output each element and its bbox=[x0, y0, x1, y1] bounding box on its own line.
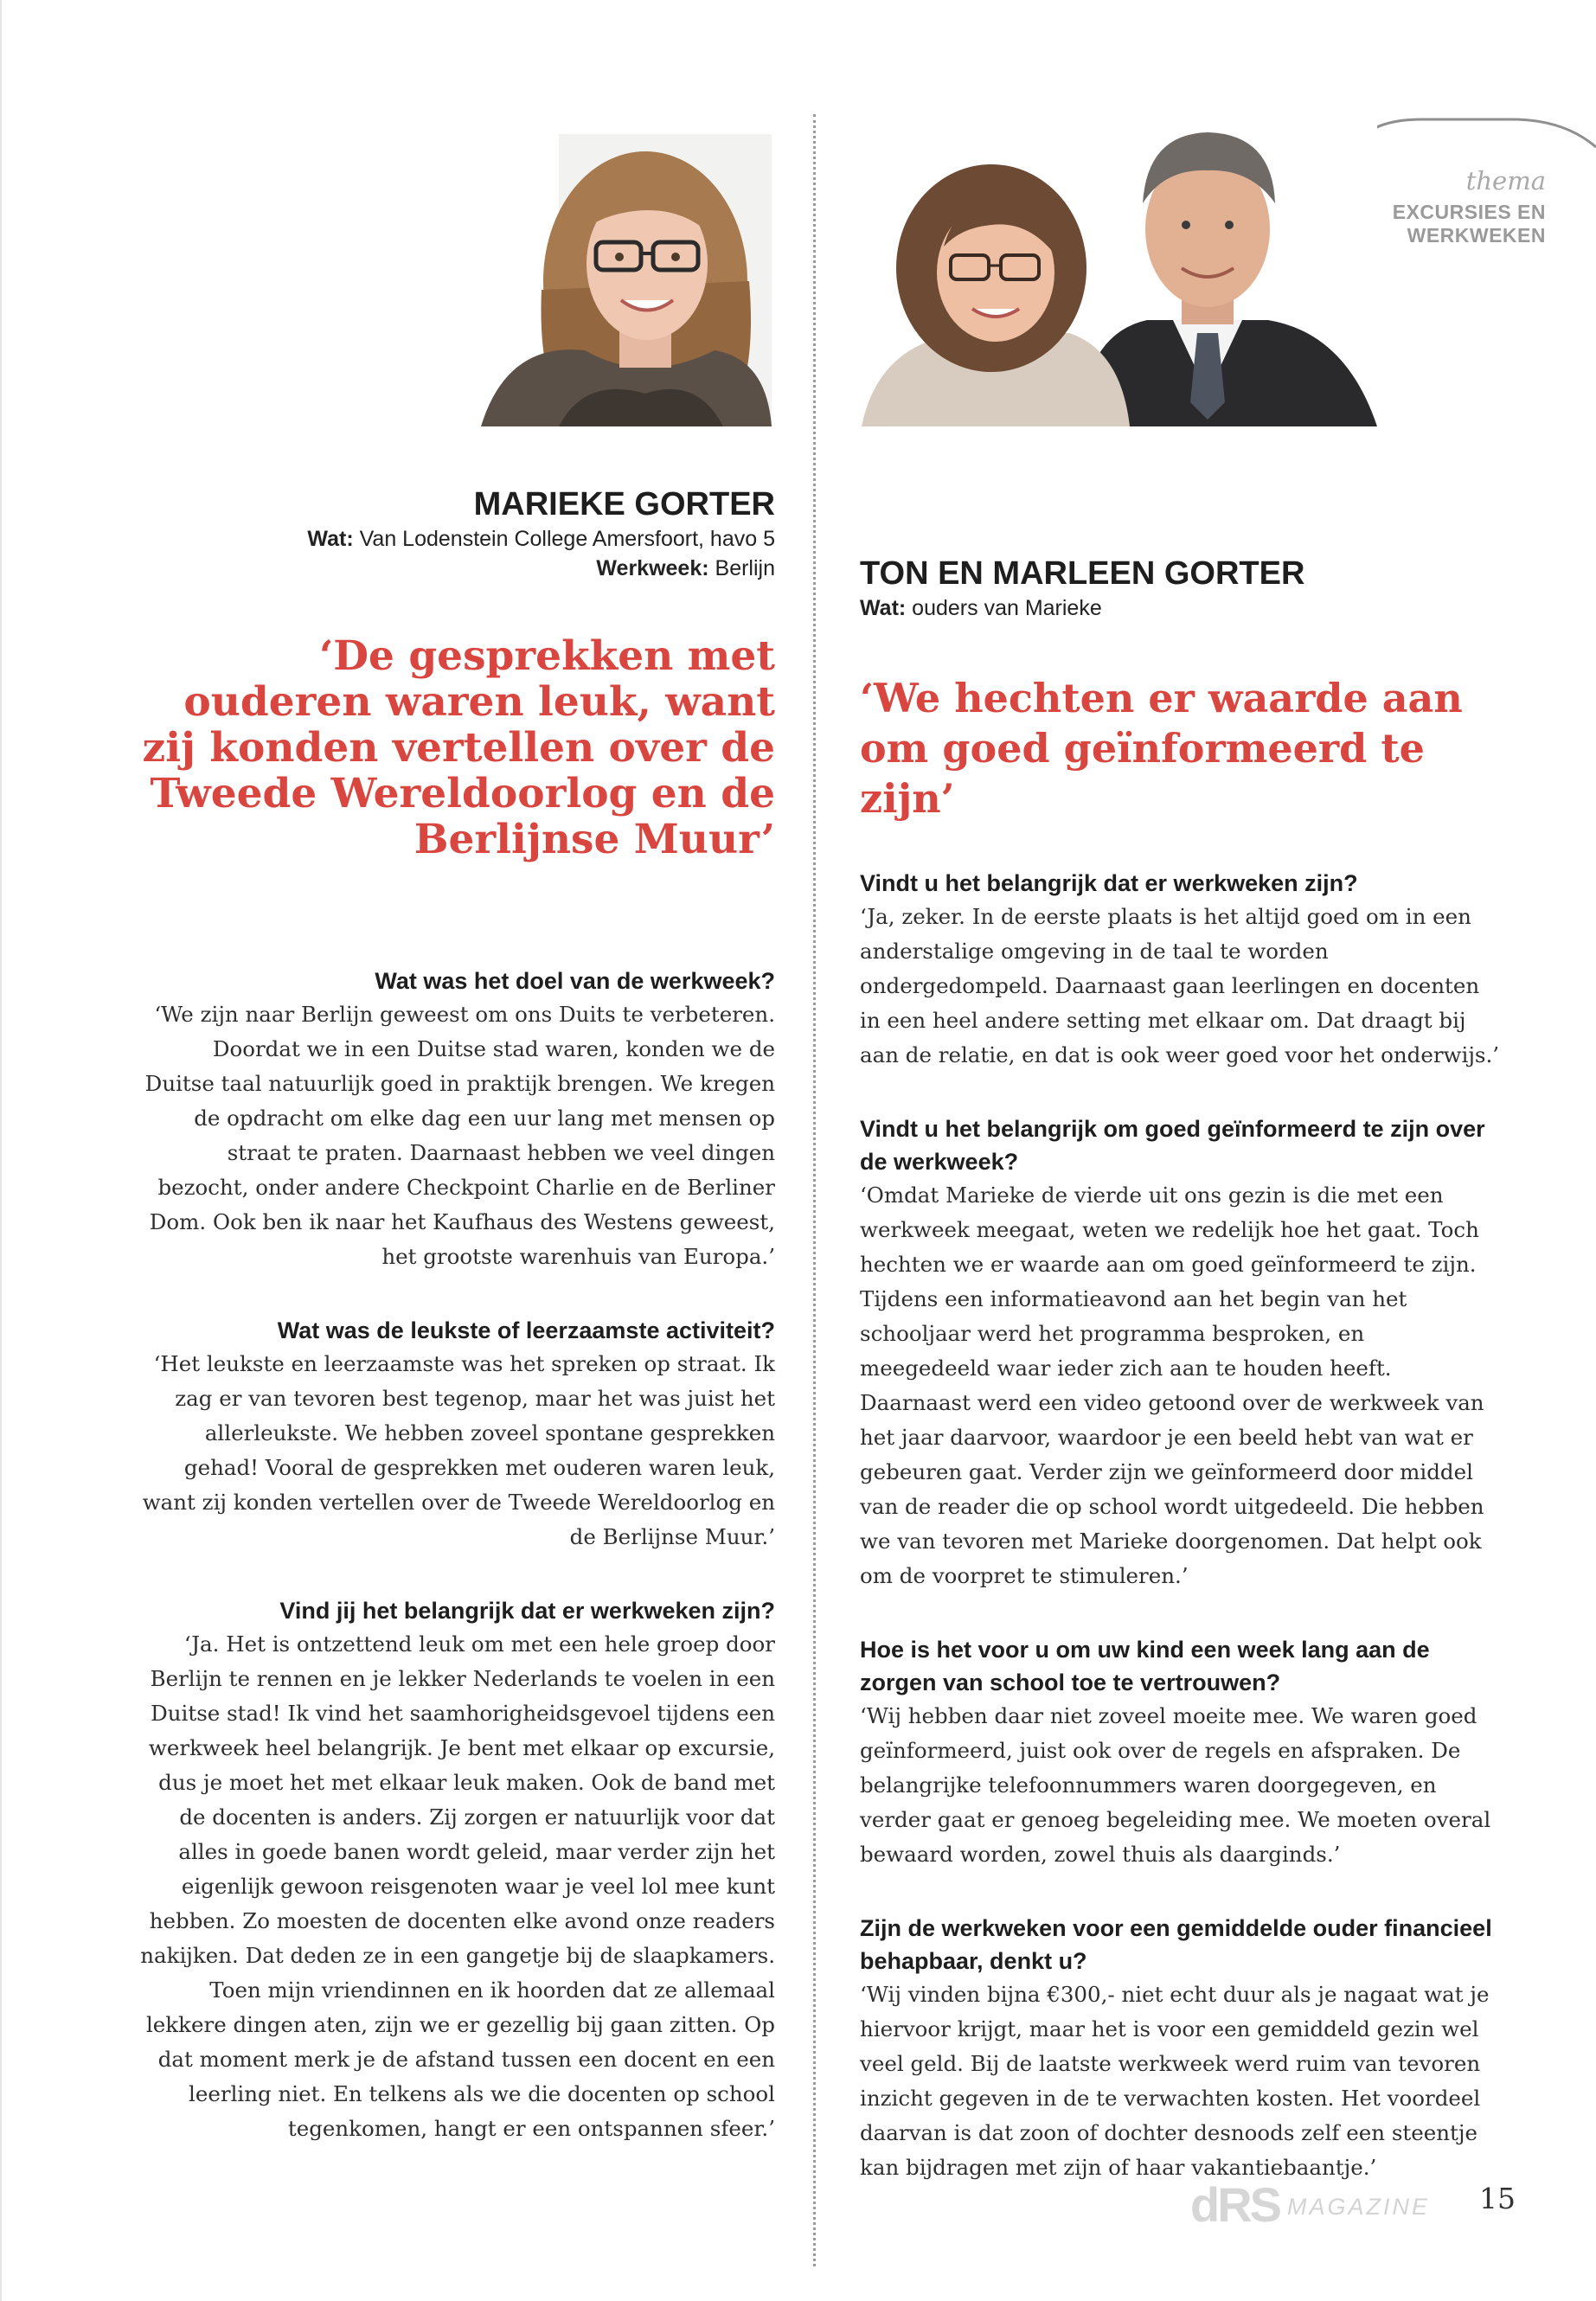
left-wat-label: Wat: bbox=[307, 527, 354, 551]
left-werkweek-value: Berlijn bbox=[708, 556, 775, 580]
theme-label: thema bbox=[1465, 166, 1546, 195]
left-person-name: MARIEKE GORTER bbox=[473, 486, 775, 522]
right-wat-label: Wat: bbox=[860, 596, 907, 620]
left-answer: ‘Het leukste en leerzaamste was het spreken op straat. Ik zag er van tevoren best tegenop, maar het was juist het allerleukste. We hebben zoveel spontane gesprekken gehad! Vooral de gesprekken met ouderen waren leuk, want zij konden vertellen over de Tweede Wereldoorlog en de Berlijnse Muur.’ bbox=[142, 1351, 775, 1549]
left-answer: ‘We zijn naar Berlijn geweest om ons Duits te verbeteren. Doordat we in een Duitse stad waren, konden we de Duitse taal natuurlijk goed in praktijk brengen. We kregen de opdracht om elke dag een uur lang met mensen op straat te praten. Daarnaast hebben we veel dingen bezocht, onder andere Checkpoint Charlie en de Berliner Dom. Ook ben ik naar het Kaufhaus des Westens geweest, het grootste warenhuis van Europa.’ bbox=[144, 1002, 775, 1269]
theme-title-line2: WERKWEKEN bbox=[1407, 224, 1546, 247]
left-question: Wat was de leukste of leerzaamste activiteit? bbox=[277, 1317, 775, 1343]
right-wat-value: ouders van Marieke bbox=[906, 596, 1102, 620]
right-answer: ‘Ja, zeker. In de eerste plaats is het altijd goed om in een anderstalige omgeving in de taal te worden ondergedompeld. Daarnaast gaan leerlingen en docenten in een heel andere setting met elkaar om. Dat draagt bij aan de relatie, en dat is ook weer goed voor het onderwijs.’ bbox=[860, 904, 1500, 1067]
right-answer: ‘Omdat Marieke de vierde uit ons gezin is die met een werkweek meegaat, weten we redelijk hoe het gaat. Toch hechten we er waarde aan om goed geïnformeerd te zijn. Tijdens een informatieavond aan het begin van het schooljaar werd het programma besproken, en meegedeeld waar ieder zich aan te houden heeft. Daarnaast werd een video getoond over de werkweek van het jaar daarvoor, waardoor je een beeld hebt van wat er gebeuren gaat. Verder zijn we geïnformeerd door middel van de reader die op school wordt uitgedeeld. Die hebben we van tevoren met Marieke doorgenomen. Dat helpt ook om de voorpret te stimuleren.’ bbox=[860, 1183, 1484, 1588]
logo-text: MAGAZINE bbox=[1287, 2194, 1431, 2220]
right-column bbox=[860, 554, 1500, 2185]
theme-title bbox=[1393, 201, 1546, 247]
left-question: Vind jij het belangrijk dat er werkweken zijn? bbox=[279, 1598, 775, 1624]
logo-mark: dRS bbox=[1190, 2177, 1279, 2232]
right-question: Vindt u het belangrijk om goed geïnformeerd te zijn over de werkweek? bbox=[860, 1116, 1485, 1175]
right-answer: ‘Wij vinden bijna €300,- niet echt duur als je nagaat wat je hiervoor krijgt, maar het is voor een gemiddeld gezin wel veel geld. Bij de laatste werkweek werd ruim van tevoren inzicht gegeven in de te verwachten kosten. Het voordeel daarvan is dat zoon of dochter desnoods zelf een steentje kan bijdragen met zijn of haar vakantiebaantje.’ bbox=[860, 1982, 1490, 2180]
magazine-logo bbox=[1190, 2176, 1450, 2232]
left-meta-werkweek bbox=[138, 554, 775, 583]
right-pull-quote: ‘We hechten er waarde aan om goed geïnformeerd te zijn’ bbox=[860, 675, 1463, 822]
left-answer: ‘Ja. Het is ontzettend leuk om met een hele groep door Berlijn te rennen en je lekker Nederlands te voelen in een Duitse stad! Ik vind het saamhorigheidsgevoel tijdens een werkweek heel belangrijk. Je bent met elkaar op excursie, dus je moet het met elkaar leuk maken. Ook de band met de docenten is anders. Zij zorgen er natuurlijk voor dat alles in goede banen wordt geleid, maar verder zijn het eigenlijk gewoon reisgenoten waar je veel lol mee kunt hebben. Zo moesten de docenten elke avond onze readers nakijken. Dat deden ze in een gangetje bij de slaapkamers. Toen mijn vriendinnen en ik hoorden dat ze allemaal lekkere dingen aten, zijn we er gezellig bij gaan zitten. Op dat moment merk je de afstand tussen een docent en een leerling niet. En telkens als we die docenten op school tegenkomen, hangt er een ontspannen sfeer.’ bbox=[140, 1631, 775, 2141]
photo-marieke bbox=[455, 134, 772, 426]
left-column bbox=[138, 484, 775, 2146]
right-question: Hoe is het voor u om uw kind een week lang aan de zorgen van school toe te vertrouwen? bbox=[860, 1637, 1430, 1695]
left-pull-quote: ‘De gesprekken met ouderen waren leuk, want zij konden vertellen over de Tweede Wereldoorlog en de Berlijnse Muur’ bbox=[142, 632, 775, 863]
left-werkweek-label: Werkweek: bbox=[596, 556, 709, 580]
left-wat-value: Van Lodenstein College Amersfoort, havo 5 bbox=[353, 527, 775, 551]
left-question: Wat was het doel van de werkweek? bbox=[375, 968, 775, 994]
right-question: Zijn de werkweken voor een gemiddelde ouder financieel behapbaar, denkt u? bbox=[860, 1915, 1492, 1974]
right-person-name: TON EN MARLEEN GORTER bbox=[860, 555, 1305, 592]
right-question: Vindt u het belangrijk dat er werkweken zijn? bbox=[860, 870, 1358, 896]
theme-title-line1: EXCURSIES EN bbox=[1392, 201, 1546, 223]
photo-ton-marleen bbox=[862, 117, 1377, 426]
left-meta-wat bbox=[138, 524, 775, 554]
right-meta-wat bbox=[860, 593, 1500, 623]
page-number: 15 bbox=[1479, 2182, 1516, 2215]
theme-tab bbox=[1339, 112, 1596, 255]
right-answer: ‘Wij hebben daar niet zoveel moeite mee. We waren goed geïnformeerd, juist ook over de regels en afspraken. De belangrijke telefoonnummers waren doorgegeven, en verder gaat er genoeg begeleiding mee. We moeten overal bewaard worden, zowel thuis als daarginds.’ bbox=[860, 1703, 1491, 1867]
page-edge-rule bbox=[0, 0, 2, 2301]
column-divider bbox=[813, 114, 816, 2266]
